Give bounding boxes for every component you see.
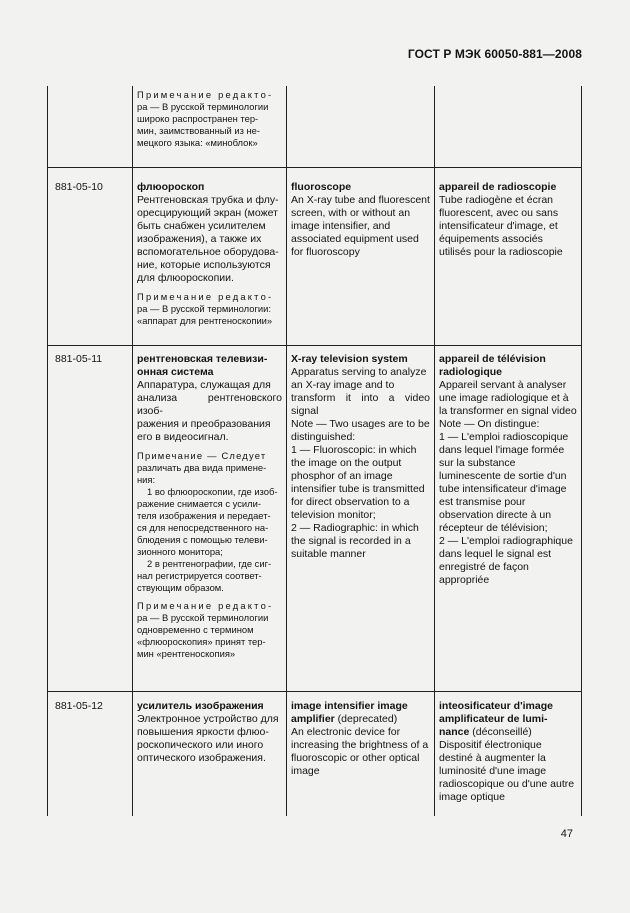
term-note-ru: Примечание редакто- ра — В русской терминологии: «аппарат для рентгеноскопии» — [137, 291, 274, 326]
column-divider — [132, 86, 133, 816]
term-title-fr: appareil de radioscopie — [439, 181, 557, 193]
term-title-ru: флюороскоп — [137, 181, 205, 193]
term-cell-ru — [137, 353, 282, 660]
deprecated-tag: (déconseillé) — [469, 726, 532, 738]
term-definition-fr: Appareil servant à analyser une image radiologique et à la transformer en signal video Note — On distingue: 1 — L'emploi radioscopique dans lequel l'image formée sur la substance luminescente de sortie d'un tube intensificateur d'image est transmise pour observation directe à un récepteur de télévision; 2 — L'emploi radiographique dans lequel le signal est enregistré de façon appropriée — [439, 379, 577, 586]
term-code: 881-05-11 — [55, 353, 103, 365]
term-title-ru: рентгеновская телевизи- онная система — [137, 353, 268, 378]
editor-note-ru: Примечание редакто- ра — В русской терминологии одновременно с термином «флюороскопия» принят тер- мин «рентгеноскопия» — [137, 600, 274, 659]
term-definition-en: An X-ray tube and fluorescent screen, with or without an image intensifier, and associated equipment used for fluoroscopy — [291, 194, 430, 258]
term-code: 881-05-12 — [55, 700, 103, 712]
row-divider — [47, 345, 582, 346]
term-cell-ru — [137, 700, 282, 765]
term-cell-fr — [439, 700, 578, 804]
page-number: 47 — [560, 828, 573, 840]
standard-header: ГОСТ Р МЭК 60050-881—2008 — [407, 47, 582, 61]
row-divider — [47, 167, 582, 168]
term-definition-en: Apparatus serving to analyze an X-ray image and to transform it into a video signal Note — Two usages are to be distinguished: 1 — Fluoroscopic: in which the image on the output phosphor of an image intensifier tube is transmitted for direct observation to a television monitor; 2 — Radiographic: in which the signal is recorded in a suitable manner — [291, 366, 430, 560]
deprecated-tag: (deprecated) — [334, 713, 398, 725]
term-cell-en — [291, 353, 430, 561]
term-cell-ru — [137, 181, 282, 327]
term-definition-ru: Рентгеновская трубка и флу- оресцирующий экран (может быть снабжен усилителем изображения), а также их вспомогательное оборудова- ние, которые используются для флюороскопии. — [137, 194, 279, 284]
term-definition-fr: Tube radiogène et écran fluorescent, avec ou sans intensificateur d'image, et équipements associés utilisés pour la radioscopie — [439, 194, 563, 258]
term-note-ru: Примечание — Следует различать два вида примене- ния: 1 во флюороскопии, где изоб- ражение снимается с усили- теля изображения и передает- ся для непосредственного на- блюдения с помощью телеви- зионного монитора; 2 в рентгенографии, где сиг- нал регистрируется соответ- ствующим образом. — [137, 450, 278, 593]
term-title-en: X-ray television system — [291, 353, 408, 365]
term-title-fr: inteosificateur d'image amplificateur de lumi- nance (déconseillé) — [439, 700, 553, 738]
term-definition-ru: Аппаратура, служащая для анализа рентгеновского изоб- ражения и преобразования его в видеосигнал. — [137, 379, 282, 443]
term-cell-en — [291, 181, 430, 259]
term-title-ru: усилитель изображения — [137, 700, 264, 712]
term-title-fr: appareil de télévision radiologique — [439, 353, 546, 378]
term-definition-fr: Dispositif électronique destiné à augmenter la luminosité d'une image radioscopique ou d'une autre image optique — [439, 739, 575, 803]
column-divider — [286, 86, 287, 816]
table-border-right — [581, 86, 582, 816]
term-code: 881-05-10 — [55, 181, 103, 193]
table-border-left — [47, 86, 48, 816]
row-divider — [47, 691, 582, 692]
term-title-en: image intensifier image amplifier (deprecated) — [291, 700, 408, 725]
term-cell-fr — [439, 181, 578, 259]
term-definition-ru: Электронное устройство для повышения яркости флюо- роскопического или иного оптического изображения. — [137, 713, 279, 764]
term-definition-en: An electronic device for increasing the brightness of a fluoroscopic or other optical image — [291, 726, 429, 777]
term-note-ru: Примечание редакто- ра — В русской терминологии широко распространен тер- мин, заимствованный из не- мецкого языка: «миноблок» — [137, 89, 274, 148]
term-cell-en — [291, 700, 430, 778]
term-title-en: fluoroscope — [291, 181, 352, 193]
term-cell-fr — [439, 353, 578, 587]
column-divider — [434, 86, 435, 816]
